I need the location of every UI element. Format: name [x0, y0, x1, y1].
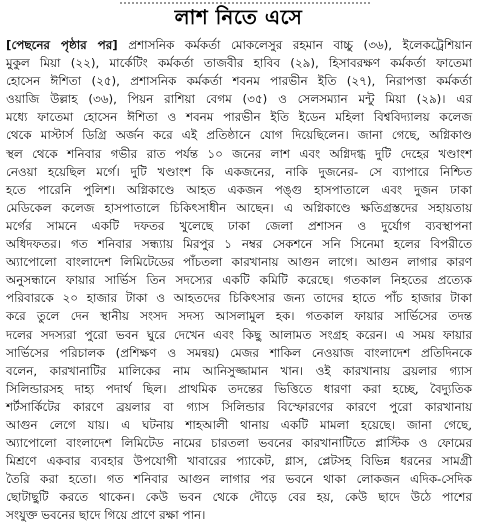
article-line: বলেন, কারখানাটির মালিকের নাম আনিসুজ্জামান খান। ওই কারখানায় ব্রয়লার গ্যাস — [6, 363, 472, 378]
article-line: শর্টসার্কিটের কারণে ব্রয়লার বা গ্যাস সিলিন্ডার বিস্ফোরণের কারণে পুরো কারখানায় — [6, 399, 472, 414]
article-line: অ্যাপোলো বাংলাদেশ লিমিটেডের পাঁচতলা কারখানায় আগুন লাগে। আগুন লাগার কারণ — [6, 255, 472, 270]
article-line: সংযুক্ত ভবনের ছাদে গিয়ে প্রাণে রক্ষা পান। — [6, 508, 206, 523]
article-line: আগুন লেগে যায়। এ ঘটনায় শাহআলী থানায় একটি মামলা হয়েছে। জানা গেছে, — [6, 417, 472, 432]
article-line: অনুসন্ধানে ফায়ার সার্ভিস তিন সদস্যের একটি কমিটি করেছে। গতকাল নিহতের প্রত্যেক — [6, 273, 472, 288]
article-line: মুকুল মিয়া (২২), মার্কেটিং কর্মকর্তা তাজবীর হাবিব (২৯), হিসাবরক্ষণ কর্মকর্তা ফাতেমা — [6, 56, 472, 71]
continuation-kicker: [পেছনের পৃষ্ঠার পর] — [6, 38, 118, 52]
article-line: সার্ভিসের পরিচালক (প্রশিক্ষণ ও সমন্বয়) মেজর শাকিল নেওয়াজ বাংলাদেশ প্রতিদিনকে — [6, 345, 472, 360]
article-line: স্থল থেকে শনিবার গভীর রাত পর্যন্ত ১০ জনের লাশ এবং অগ্নিদগ্ধ দুটি দেহের খণ্ডাংশ — [6, 146, 472, 161]
article-line-text: প্রশাসনিক কর্মকর্তা মোকলেসুর রহমান বাচ্চু (৩৬), ইলেকট্রেশিয়ান — [128, 38, 472, 52]
article-line: তৈরি করা হতো। গত শনিবার আগুন লাগার পর ভবনে থাকা লোকজন এদিক-সেদিক — [6, 472, 472, 487]
article-line: পরিবারকে ২০ হাজার টাকা ও আহতদের চিকিৎসার জন্য তাদের হাতে পাঁচ হাজার টাকা — [6, 291, 472, 306]
article-line: থেকে মাস্টার্স ডিগ্রি অর্জন করে এই প্রতিষ্ঠানে যোগ দিয়েছিলেন। জানা গেছে, অগ্নিকাণ্ড — [6, 128, 472, 143]
article-line: নেওয়া হয়েছিল মর্গে। দুটি খণ্ডাংশ কি একজনের, নাকি দুজনের- সে ব্যাপারে নিশ্চিত — [6, 164, 472, 179]
article-line: মর্গের সামনে একটি দফতর খুলেছে ঢাকা জেলা প্রশাসন ও দুর্যোগ ব্যবস্থাপনা — [6, 218, 472, 233]
headline: লাশ নিতে এসে — [174, 5, 303, 29]
article-line: মেডিকেল কলেজ হাসপাতালে চিকিৎসাধীন আছেন। এ অগ্নিকাণ্ডে ক্ষতিগ্রস্তদের সহায়তায় — [6, 200, 472, 215]
article-line: অধিদফতর। গত শনিবার সন্ধ্যায় মিরপুর ১ নম্বর সেকশনে সনি সিনেমা হলের বিপরীতে — [6, 237, 472, 252]
article-line: অ্যাপোলো বাংলাদেশ লিমিটেড নামের চারতলা ভবনের কারখানাটিতে প্লাস্টিক ও ফোমের — [6, 436, 472, 451]
article-line: ওয়াজি উল্লাহ (৩৬), পিয়ন রাশিয়া বেগম (৩৫) ও সেলসম্যান মন্টু মিয়া (২৯)। এর — [6, 92, 472, 107]
article-line: হোসেন ঈশিতা (২৫), প্রশাসনিক কর্মকর্তা শবনম পারভীন ইতি (২৭), নিরাপত্তা কর্মকর্তা — [6, 74, 472, 89]
article-line: ছোটাছুটি করতে থাকেন। কেউ ভবন থেকে দৌড়ে বের হয়, কেউ ছাদে উঠে পাশের — [6, 490, 472, 505]
article-line: মধ্যে ফাতেমা হোসেন ঈশিতা ও শবনম পারভীন ইতি ইডেন মহিলা বিশ্ববিদ্যালয় কলেজ — [6, 110, 472, 125]
article-body — [6, 36, 472, 523]
article-line: মিশ্রণে একবার ব্যবহার উপযোগী খাবারের প্যাকেট, গ্লাস, প্লেটসহ বিভিন্ন ধরনের সামগ্রী — [6, 454, 472, 469]
article-line: দলের সদস্যরা পুরো ভবন ঘুরে দেখেন এবং কিছু আলামত সংগ্রহ করেন। এ সময় ফায়ার — [6, 327, 472, 342]
article-line: করে তুলে দেন স্থানীয় সংসদ সদস্য আসলামুল হক। গতকাল ফায়ার সার্ভিসের তদন্ত — [6, 309, 472, 324]
article-line — [6, 36, 472, 54]
article-line: সিলিন্ডারসহ দাহ্য পদার্থ ছিল। প্রাথমিক তদন্তের ভিত্তিতে ধারণা করা হচ্ছে, বৈদ্যুতিক — [6, 381, 472, 396]
article-line: হতে পারেনি পুলিশ। অগ্নিকাণ্ডে আহত একজন পঙ্গু হাসপাতালে এবং দুজন ঢাকা — [6, 182, 472, 197]
